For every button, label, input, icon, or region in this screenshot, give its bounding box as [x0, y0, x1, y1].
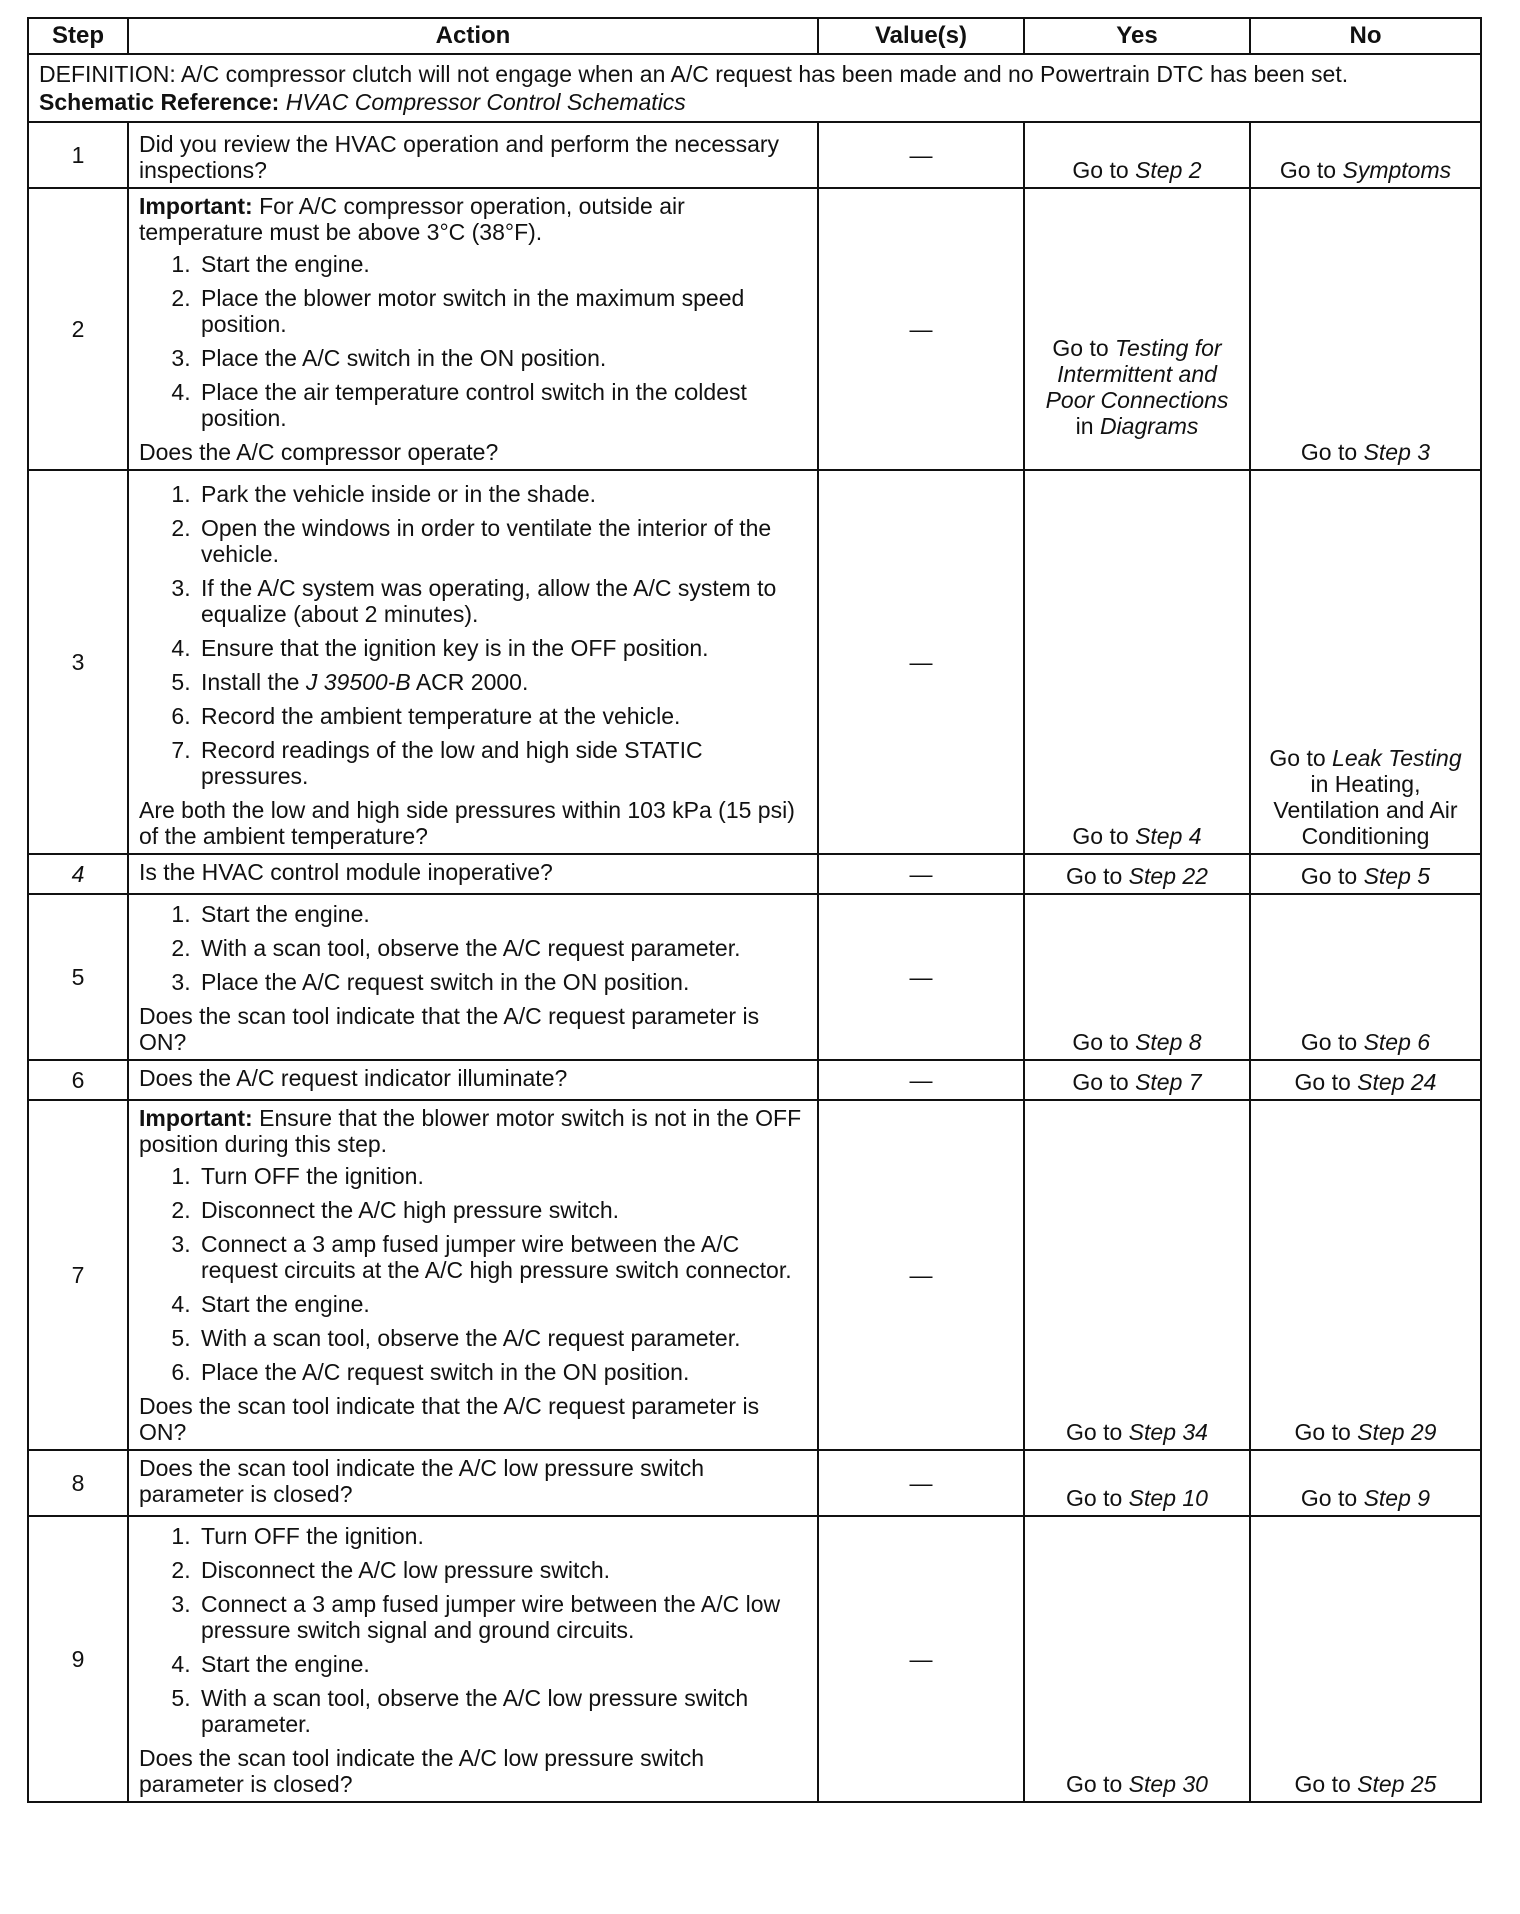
step-question: Are both the low and high side pressures within 103 kPa (15 psi) of the ambient temperature?: [139, 797, 795, 849]
yes-cell: [1024, 188, 1250, 470]
yes-prefix: Go to: [1066, 863, 1129, 889]
list-item: 4. Start the engine.: [197, 1291, 807, 1317]
no-link: Leak Testing: [1332, 745, 1462, 771]
step-question: Does the scan tool indicate that the A/C request parameter is ON?: [139, 1003, 760, 1055]
action-cell: [128, 470, 818, 854]
yes-prefix: Go to: [1066, 1419, 1129, 1445]
header-yes: Yes: [1024, 18, 1250, 54]
yes-prefix: Go to: [1066, 1771, 1129, 1797]
action-cell: [128, 188, 818, 470]
yes-prefix: Go to: [1072, 823, 1136, 849]
list-item: 6. Record the ambient temperature at the vehicle.: [197, 703, 807, 729]
header-row: [28, 18, 1481, 54]
no-cell: [1250, 1060, 1481, 1100]
no-suffix: in Heating, Ventilation and Air Conditioning: [1273, 771, 1458, 849]
no-prefix: Go to: [1300, 863, 1364, 889]
no-link: Step 9: [1363, 1485, 1431, 1511]
step-number: 1: [28, 122, 128, 188]
no-link: Step 6: [1363, 1029, 1431, 1055]
value-cell: —: [818, 1100, 1024, 1450]
yes-prefix: Go to: [1072, 1029, 1136, 1055]
list-item: 3. Place the A/C request switch in the ON position.: [197, 969, 807, 995]
procedure-list: [139, 1523, 807, 1737]
step-question: Does the scan tool indicate the A/C low pressure switch parameter is closed?: [139, 1745, 705, 1797]
step-question: Does the A/C compressor operate?: [139, 439, 499, 465]
no-prefix: Go to: [1294, 1069, 1358, 1095]
no-prefix: Go to: [1300, 439, 1364, 465]
list-item: 5. With a scan tool, observe the A/C request parameter.: [197, 1325, 807, 1351]
no-cell: [1250, 1450, 1481, 1516]
action-cell: [128, 122, 818, 188]
important-text: For A/C compressor operation, outside air temperature must be above 3°C (38°F).: [139, 193, 685, 245]
step-number: 9: [28, 1516, 128, 1802]
step-question: Does the scan tool indicate that the A/C request parameter is ON?: [139, 1393, 760, 1445]
list-item: 1. Park the vehicle inside or in the shade.: [197, 481, 807, 507]
list-item: 2. Open the windows in order to ventilate the interior of the vehicle.: [197, 515, 807, 567]
list-item: 2. Disconnect the A/C high pressure switch.: [197, 1197, 807, 1223]
no-cell: [1250, 854, 1481, 894]
header-values: Value(s): [818, 18, 1024, 54]
step-question: Did you review the HVAC operation and perform the necessary inspections?: [139, 131, 780, 183]
yes-mid: in: [1075, 413, 1100, 439]
table-row: [28, 1100, 1481, 1450]
no-link: Symptoms: [1342, 157, 1452, 183]
no-cell: [1250, 1100, 1481, 1450]
header-step: Step: [28, 18, 128, 54]
important-note: [139, 193, 807, 245]
yes-cell: [1024, 1450, 1250, 1516]
value-cell: —: [818, 1060, 1024, 1100]
tool-reference: J 39500-B: [305, 669, 411, 695]
yes-cell: [1024, 854, 1250, 894]
important-label: Important:: [139, 1105, 253, 1131]
yes-link: Step 22: [1128, 863, 1208, 889]
table-row: [28, 1516, 1481, 1802]
action-cell: [128, 854, 818, 894]
action-cell: [128, 1450, 818, 1516]
no-link: Step 5: [1363, 863, 1431, 889]
list-item: 4. Start the engine.: [197, 1651, 807, 1677]
table-row: [28, 188, 1481, 470]
yes-prefix: Go to: [1072, 1069, 1136, 1095]
header-action: Action: [128, 18, 818, 54]
no-link: Step 24: [1357, 1069, 1437, 1095]
schematic-link: HVAC Compressor Control Schematics: [285, 89, 686, 115]
important-text: Ensure that the blower motor switch is not in the OFF position during this step.: [139, 1105, 802, 1157]
yes-link: Testing for Intermittent and Poor Connections: [1045, 335, 1229, 413]
procedure-list: [139, 481, 807, 789]
procedure-list: [139, 1163, 807, 1385]
table-row: [28, 854, 1481, 894]
no-prefix: Go to: [1279, 157, 1343, 183]
value-cell: —: [818, 470, 1024, 854]
value-cell: —: [818, 122, 1024, 188]
definition-cell: [28, 54, 1481, 122]
install-suffix: ACR 2000.: [410, 669, 529, 695]
yes-cell: [1024, 1100, 1250, 1450]
yes-link: Step 2: [1135, 157, 1202, 183]
yes-link: Step 34: [1128, 1419, 1208, 1445]
table-row: [28, 470, 1481, 854]
step-number: 7: [28, 1100, 128, 1450]
step-question: Does the scan tool indicate the A/C low pressure switch parameter is closed?: [139, 1455, 705, 1507]
no-prefix: Go to: [1300, 1485, 1364, 1511]
value-cell: —: [818, 1516, 1024, 1802]
list-item: 2. Place the blower motor switch in the maximum speed position.: [197, 285, 807, 337]
no-prefix: Go to: [1300, 1029, 1364, 1055]
yes-cell: [1024, 894, 1250, 1060]
yes-prefix: Go to: [1072, 157, 1136, 183]
value-cell: —: [818, 188, 1024, 470]
definition-text: DEFINITION: A/C compressor clutch will not engage when an A/C request has been made and no Powertrain DTC has been set.: [39, 61, 1349, 87]
list-item: 1. Turn OFF the ignition.: [197, 1523, 807, 1549]
action-cell: [128, 894, 818, 1060]
list-item: 7. Record readings of the low and high side STATIC pressures.: [197, 737, 807, 789]
yes-link-2: Diagrams: [1099, 413, 1199, 439]
table-row: [28, 122, 1481, 188]
definition-row: [28, 54, 1481, 122]
list-item: 3. Connect a 3 amp fused jumper wire between the A/C request circuits at the A/C high pressure switch connector.: [197, 1231, 807, 1283]
list-item: 3. Place the A/C switch in the ON position.: [197, 345, 807, 371]
step-number: 5: [28, 894, 128, 1060]
no-link: Step 25: [1357, 1771, 1437, 1797]
value-cell: —: [818, 894, 1024, 1060]
important-note: [139, 1105, 807, 1157]
action-cell: [128, 1100, 818, 1450]
list-item: 2. With a scan tool, observe the A/C request parameter.: [197, 935, 807, 961]
value-cell: —: [818, 1450, 1024, 1516]
step-question: Does the A/C request indicator illuminate?: [139, 1065, 568, 1091]
yes-cell: [1024, 1516, 1250, 1802]
no-prefix: Go to: [1269, 745, 1333, 771]
no-cell: [1250, 188, 1481, 470]
list-item: 1. Start the engine.: [197, 901, 807, 927]
yes-prefix: Go to: [1066, 1485, 1129, 1511]
important-label: Important:: [139, 193, 253, 219]
no-prefix: Go to: [1294, 1771, 1358, 1797]
step-question: Is the HVAC control module inoperative?: [139, 859, 553, 885]
list-item: 3. Connect a 3 amp fused jumper wire between the A/C low pressure switch signal and ground circuits.: [197, 1591, 807, 1643]
list-item: 2. Disconnect the A/C low pressure switch.: [197, 1557, 807, 1583]
no-cell: [1250, 122, 1481, 188]
no-link: Step 29: [1357, 1419, 1437, 1445]
procedure-list: [139, 901, 807, 995]
value-cell: —: [818, 854, 1024, 894]
no-prefix: Go to: [1294, 1419, 1358, 1445]
yes-link: Step 10: [1128, 1485, 1208, 1511]
list-item: 1. Turn OFF the ignition.: [197, 1163, 807, 1189]
no-cell: [1250, 470, 1481, 854]
step-number: 3: [28, 470, 128, 854]
diagnostic-table: [27, 17, 1482, 1803]
procedure-list: [139, 251, 807, 431]
step-number: 2: [28, 188, 128, 470]
list-item: 1. Start the engine.: [197, 251, 807, 277]
install-prefix: Install the: [201, 669, 306, 695]
step-number: 6: [28, 1060, 128, 1100]
yes-link: Step 4: [1135, 823, 1202, 849]
yes-cell: [1024, 1060, 1250, 1100]
yes-prefix: Go to: [1052, 335, 1116, 361]
yes-link: Step 7: [1135, 1069, 1202, 1095]
action-cell: [128, 1516, 818, 1802]
list-item: 5. With a scan tool, observe the A/C low pressure switch parameter.: [197, 1685, 807, 1737]
header-no: No: [1250, 18, 1481, 54]
no-cell: [1250, 894, 1481, 1060]
table-row: [28, 894, 1481, 1060]
list-item: 4. Place the air temperature control switch in the coldest position.: [197, 379, 807, 431]
schematic-reference: [39, 89, 1470, 115]
yes-cell: [1024, 122, 1250, 188]
step-number: 4: [28, 854, 128, 894]
yes-cell: [1024, 470, 1250, 854]
yes-link: Step 30: [1128, 1771, 1208, 1797]
table-row: [28, 1060, 1481, 1100]
no-cell: [1250, 1516, 1481, 1802]
list-item: 4. Ensure that the ignition key is in the OFF position.: [197, 635, 807, 661]
action-cell: [128, 1060, 818, 1100]
yes-link: Step 8: [1135, 1029, 1202, 1055]
list-item: 3. If the A/C system was operating, allow the A/C system to equalize (about 2 minutes).: [197, 575, 807, 627]
list-item: 6. Place the A/C request switch in the ON position.: [197, 1359, 807, 1385]
list-item: [197, 669, 807, 695]
schematic-label: Schematic Reference:: [39, 89, 280, 115]
no-link: Step 3: [1363, 439, 1431, 465]
step-number: 8: [28, 1450, 128, 1516]
table-row: [28, 1450, 1481, 1516]
